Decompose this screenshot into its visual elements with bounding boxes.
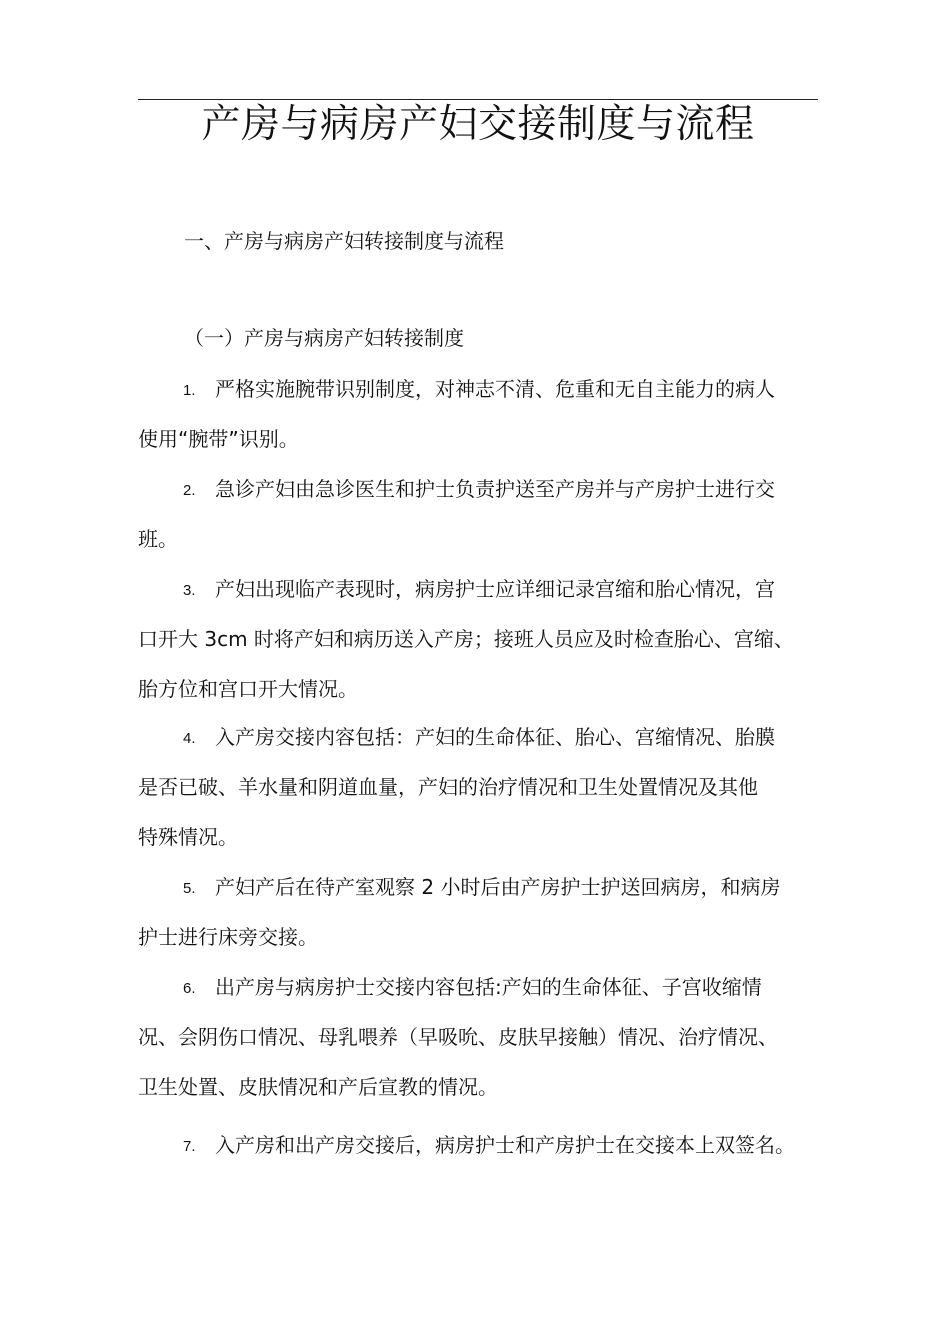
list-item-2 xyxy=(138,464,818,564)
list-item-2-text-1: 急诊产妇由急诊医生和护士负责护送至产房并与产房护士进行交 xyxy=(215,477,775,501)
list-item-6-line-1 xyxy=(138,962,818,1012)
list-item-4-line-1 xyxy=(138,712,818,762)
list-item-4-number: 4. xyxy=(183,730,196,747)
section-heading: 一、产房与病房产妇转接制度与流程 xyxy=(184,229,504,253)
list-item-3-number: 3. xyxy=(183,582,196,599)
list-item-4-text-1: 入产房交接内容包括：产妇的生命体征、胎心、宫缩情况、胎膜 xyxy=(215,725,775,749)
list-item-2-number: 2. xyxy=(183,482,196,499)
document-title: 产房与病房产妇交接制度与流程 xyxy=(201,102,755,147)
list-item-7 xyxy=(138,1120,818,1170)
list-item-3-text-1: 产妇出现临产表现时，病房护士应详细记录宫缩和胎心情况，宫 xyxy=(215,577,775,601)
list-item-1-line-1 xyxy=(138,364,818,414)
list-item-2-line-2: 班。 xyxy=(138,527,178,551)
list-item-4-line-3: 特殊情况。 xyxy=(138,825,238,849)
list-item-7-text-1: 入产房和出产房交接后，病房护士和产房护士在交接本上双签名。 xyxy=(215,1133,795,1157)
list-item-1-text-1: 严格实施腕带识别制度，对神志不清、危重和无自主能力的病人 xyxy=(215,377,775,401)
list-item-1-number: 1. xyxy=(183,382,196,399)
list-item-7-number: 7. xyxy=(183,1138,196,1155)
list-item-2-line-1 xyxy=(138,464,818,514)
list-item-3-line-2: 口开大 3cm 时将产妇和病历送入产房；接班人员应及时检查胎心、宫缩、 xyxy=(138,627,794,651)
list-item-1 xyxy=(138,364,818,464)
list-item-5-text-1: 产妇产后在待产室观察 2 小时后由产房护士护送回病房，和病房 xyxy=(215,875,781,899)
list-item-6-line-3: 卫生处置、皮肤情况和产后宣教的情况。 xyxy=(138,1075,498,1099)
list-item-5-number: 5. xyxy=(183,880,196,897)
header-rule xyxy=(138,99,818,100)
list-item-5-line-2: 护士进行床旁交接。 xyxy=(138,925,318,949)
list-item-4-line-2: 是否已破、羊水量和阴道血量，产妇的治疗情况和卫生处置情况及其他 xyxy=(138,775,758,799)
list-item-4 xyxy=(138,712,818,862)
list-item-5-line-1 xyxy=(138,862,818,912)
list-item-7-line-1 xyxy=(138,1120,818,1170)
list-item-3-line-3: 胎方位和宫口开大情况。 xyxy=(138,677,358,701)
list-item-6-line-2: 况、会阴伤口情况、母乳喂养（早吸吮、皮肤早接触）情况、治疗情况、 xyxy=(138,1025,778,1049)
list-item-5 xyxy=(138,862,818,962)
list-item-6-number: 6. xyxy=(183,980,196,997)
sub-heading: （一）产房与病房产妇转接制度 xyxy=(184,326,464,350)
list-item-6 xyxy=(138,962,818,1112)
list-item-3 xyxy=(138,564,818,714)
list-item-1-line-2: 使用“腕带”识别。 xyxy=(138,427,299,451)
list-item-6-text-1: 出产房与病房护士交接内容包括:产妇的生命体征、子宫收缩情 xyxy=(215,975,762,999)
list-item-3-line-1 xyxy=(138,564,818,614)
